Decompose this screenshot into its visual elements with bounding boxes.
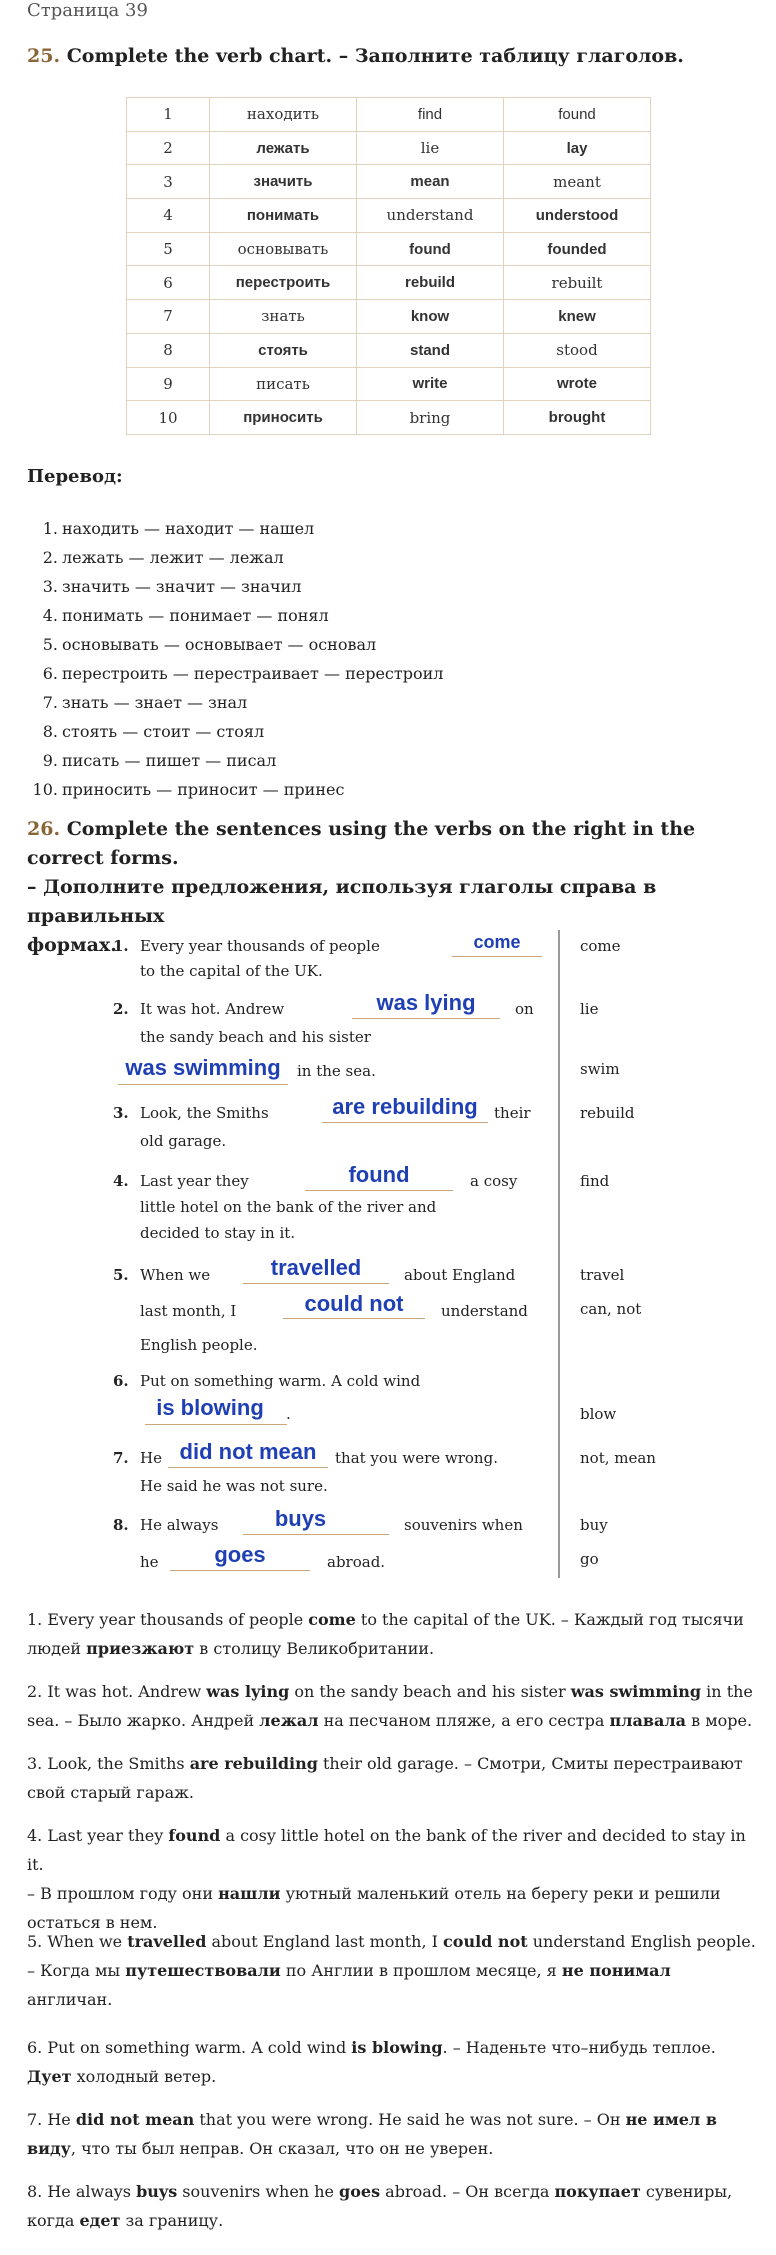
sentence-text: Every year thousands of people	[140, 937, 380, 955]
exercise-25-title	[27, 42, 684, 71]
infinitive-translation: приносить	[210, 401, 357, 435]
verb-chart-row	[127, 199, 651, 233]
verb-past-form: rebuilt	[504, 266, 651, 300]
translation-item-text: понимать — понимает — понял	[62, 606, 329, 625]
sentence-text: to the capital of the UK.	[140, 962, 323, 980]
verb-base-form: understand	[357, 199, 504, 233]
verb-chart-row	[127, 232, 651, 266]
verb-chart-row	[127, 266, 651, 300]
exercise-instruction-line2: – Дополните предложения, используя глаголы справа в правильных	[27, 876, 657, 927]
translation-item	[24, 543, 443, 572]
row-number: 3	[127, 165, 210, 199]
handwritten-answer: buys	[274, 1506, 327, 1531]
verb-base-form: find	[357, 98, 504, 132]
verb-base-form: found	[357, 232, 504, 266]
translation-item-number: 7.	[42, 693, 58, 712]
verb-past-form: understood	[504, 199, 651, 233]
verb-base-form: mean	[357, 165, 504, 199]
verb-hint: not, mean	[580, 1449, 656, 1467]
verb-hint: find	[580, 1172, 610, 1190]
verb-base-form: bring	[357, 401, 504, 435]
sentence-text: he	[140, 1553, 159, 1571]
infinitive-translation: лежать	[210, 131, 357, 165]
handwritten-answer: goes	[214, 1542, 266, 1567]
translation-item-number: 3.	[42, 577, 58, 596]
answer-blank	[243, 1534, 389, 1535]
page-header: Страница 39	[27, 0, 148, 21]
verb-past-form: wrote	[504, 367, 651, 401]
translation-item	[24, 630, 443, 659]
verb-chart	[126, 97, 651, 435]
row-number: 6	[127, 266, 210, 300]
answer-blank	[305, 1190, 453, 1191]
translation-item-number: 8.	[42, 722, 58, 741]
translation-item	[24, 601, 443, 630]
answer-paragraph: 7. He did not mean that you were wrong. He said he was not sure. – Он не имел в виду, что ты был неправ. Он сказал, что он не уверен.	[27, 2110, 717, 2158]
sentence-text: about England	[404, 1266, 516, 1284]
infinitive-translation: находить	[210, 98, 357, 132]
row-number: 10	[127, 401, 210, 435]
verb-base-form: stand	[357, 333, 504, 367]
sentence-text: their	[494, 1104, 531, 1122]
sentence-text: He said he was not sure.	[140, 1477, 328, 1495]
exercise-number: 26.	[27, 818, 61, 840]
verb-base-form: rebuild	[357, 266, 504, 300]
answer-blank	[118, 1084, 288, 1085]
translation-item	[24, 659, 443, 688]
sentence-text: .	[286, 1405, 291, 1423]
infinitive-translation: понимать	[210, 199, 357, 233]
answer-blank	[452, 956, 542, 957]
infinitive-translation: перестроить	[210, 266, 357, 300]
sentence-text: that you were wrong.	[335, 1449, 498, 1467]
answer-paragraph: 3. Look, the Smiths are rebuilding their old garage. – Смотри, Смиты перестраивают свой старый гараж.	[27, 1754, 743, 1802]
translation-item-text: лежать — лежит — лежал	[62, 548, 284, 567]
sentence-text: souvenirs when	[404, 1516, 523, 1534]
translation-item-text: знать — знает — знал	[62, 693, 248, 712]
handwritten-answer: are rebuilding	[332, 1094, 478, 1119]
handwritten-answer: travelled	[270, 1255, 362, 1280]
translation-list	[24, 514, 443, 804]
answer-blank	[322, 1122, 488, 1123]
row-number: 8	[127, 333, 210, 367]
row-number: 1	[127, 98, 210, 132]
translation-item-number: 2.	[42, 548, 58, 567]
translation-item-text: писать — пишет — писал	[62, 751, 277, 770]
translation-item-text: значить — значит — значил	[62, 577, 302, 596]
exercise-number: 25.	[27, 45, 61, 67]
verb-chart-row	[127, 367, 651, 401]
answer-paragraph: 4. Last year they found a cosy little hotel on the bank of the river and decided to stay in it. – В прошлом году они нашли уютный маленький отель на берегу реки и решили остаться в нем.	[27, 1826, 746, 1932]
row-number: 9	[127, 367, 210, 401]
answer-paragraph: 6. Put on something warm. A cold wind is blowing. – Наденьте что–нибудь теплое. Дует холодный ветер.	[27, 2038, 716, 2086]
answer-blank	[283, 1318, 425, 1319]
sentence-text: in the sea.	[297, 1062, 376, 1080]
translation-item-number: 10.	[32, 780, 58, 799]
verb-hint: rebuild	[580, 1104, 635, 1122]
verb-past-form: stood	[504, 333, 651, 367]
sentence-text: last month, I	[140, 1302, 237, 1320]
translation-item	[24, 746, 443, 775]
answer-paragraph: 1. Every year thousands of people come to the capital of the UK. – Каждый год тысячи людей приезжают в столицу Великобритании.	[27, 1610, 744, 1658]
sentence-number: 5.	[113, 1266, 129, 1284]
verb-base-form: lie	[357, 131, 504, 165]
sentence-text: He always	[140, 1516, 219, 1534]
verb-hint: come	[580, 937, 621, 955]
sentence-text: a cosy	[470, 1172, 518, 1190]
handwritten-answer: found	[348, 1162, 410, 1187]
answer-blank	[145, 1424, 287, 1425]
verb-base-form: know	[357, 300, 504, 334]
translation-item-number: 1.	[42, 519, 58, 538]
verb-past-form: founded	[504, 232, 651, 266]
handwritten-answer: is blowing	[156, 1395, 264, 1420]
verb-chart-row	[127, 401, 651, 435]
answer-blank	[352, 1018, 500, 1019]
sentence-text: Look, the Smiths	[140, 1104, 269, 1122]
translation-item-text: стоять — стоит — стоял	[62, 722, 265, 741]
handwritten-answer: was swimming	[125, 1055, 281, 1080]
sentence-text: understand	[441, 1302, 528, 1320]
translation-item-text: основывать — основывает — основал	[62, 635, 377, 654]
sentence-number: 6.	[113, 1372, 129, 1390]
verb-hint: can, not	[580, 1300, 642, 1318]
verb-base-form: write	[357, 367, 504, 401]
sentence-number: 1.	[113, 937, 129, 955]
verb-hint: swim	[580, 1060, 620, 1078]
handwritten-answer: did not mean	[179, 1439, 317, 1464]
sentence-number: 4.	[113, 1172, 129, 1190]
exercise-instruction-line1: Complete the sentences using the verbs on the right in the correct forms.	[27, 818, 696, 869]
verb-hint: go	[580, 1550, 599, 1568]
translation-item	[24, 775, 443, 804]
translation-item-text: перестроить — перестраивает — перестроил	[62, 664, 444, 683]
exercise-instruction-line3: формах.	[27, 934, 117, 956]
sentence-text: decided to stay in it.	[140, 1224, 296, 1242]
verb-past-form: lay	[504, 131, 651, 165]
verb-hint: buy	[580, 1516, 608, 1534]
sentence-text: abroad.	[327, 1553, 386, 1571]
answer-blank	[168, 1467, 328, 1468]
translation-label: Перевод:	[27, 466, 123, 487]
translation-item	[24, 688, 443, 717]
answer-paragraph: 8. He always buys souvenirs when he goes abroad. – Он всегда покупает сувениры, когда едет за границу.	[27, 2182, 733, 2230]
translation-item	[24, 717, 443, 746]
sentence-text: the sandy beach and his sister	[140, 1028, 371, 1046]
answer-blank	[243, 1283, 389, 1284]
sentence-text: Last year they	[140, 1172, 249, 1190]
translation-item-text: находить — находит — нашел	[62, 519, 315, 538]
sentence-number: 8.	[113, 1516, 129, 1534]
verb-past-form: knew	[504, 300, 651, 334]
sentence-text: little hotel on the bank of the river and	[140, 1198, 437, 1216]
translation-item-number: 4.	[42, 606, 58, 625]
handwritten-answer: come	[473, 932, 521, 952]
infinitive-translation: писать	[210, 367, 357, 401]
verb-past-form: found	[504, 98, 651, 132]
infinitive-translation: значить	[210, 165, 357, 199]
row-number: 4	[127, 199, 210, 233]
sentence-text: old garage.	[140, 1132, 227, 1150]
translation-item-number: 6.	[42, 664, 58, 683]
infinitive-translation: основывать	[210, 232, 357, 266]
translation-item	[24, 572, 443, 601]
verb-past-form: brought	[504, 401, 651, 435]
infinitive-translation: стоять	[210, 333, 357, 367]
verb-chart-row	[127, 165, 651, 199]
sentence-text: on	[515, 1000, 534, 1018]
handwritten-answer: could not	[304, 1291, 404, 1316]
sentence-number: 3.	[113, 1104, 129, 1122]
row-number: 2	[127, 131, 210, 165]
row-number: 7	[127, 300, 210, 334]
answer-blank	[170, 1570, 310, 1571]
exercise-instruction: Complete the verb chart. – Заполните таблицу глаголов.	[66, 45, 684, 67]
translation-item-text: приносить — приносит — принес	[62, 780, 345, 799]
handwritten-answer: was lying	[376, 990, 476, 1015]
verb-chart-row	[127, 300, 651, 334]
sentence-text: English people.	[140, 1336, 258, 1354]
translation-item-number: 9.	[42, 751, 58, 770]
verb-hint: blow	[580, 1405, 617, 1423]
row-number: 5	[127, 232, 210, 266]
sentence-text: When we	[140, 1266, 211, 1284]
answer-paragraph: 2. It was hot. Andrew was lying on the sandy beach and his sister was swimming in the sea. – Было жарко. Андрей лежал на песчаном пляже, а его сестра плавала в море.	[27, 1682, 753, 1730]
verb-past-form: meant	[504, 165, 651, 199]
sentence-text: Put on something warm. A cold wind	[140, 1372, 421, 1390]
verb-hint: lie	[580, 1000, 599, 1018]
verb-hint: travel	[580, 1266, 625, 1284]
sentence-text: It was hot. Andrew	[140, 1000, 285, 1018]
answer-paragraph: 5. When we travelled about England last month, I could not understand English people. – Когда мы путешествовали по Англии в прошлом месяце, я не понимал англичан.	[27, 1932, 756, 2009]
verb-chart-row	[127, 131, 651, 165]
sentence-number: 7.	[113, 1449, 129, 1467]
translation-item	[24, 514, 443, 543]
verb-chart-row	[127, 98, 651, 132]
sentence-text: He	[140, 1449, 162, 1467]
sentence-number: 2.	[113, 1000, 129, 1018]
translation-item-number: 5.	[42, 635, 58, 654]
infinitive-translation: знать	[210, 300, 357, 334]
verb-chart-row	[127, 333, 651, 367]
column-divider	[558, 930, 560, 1578]
